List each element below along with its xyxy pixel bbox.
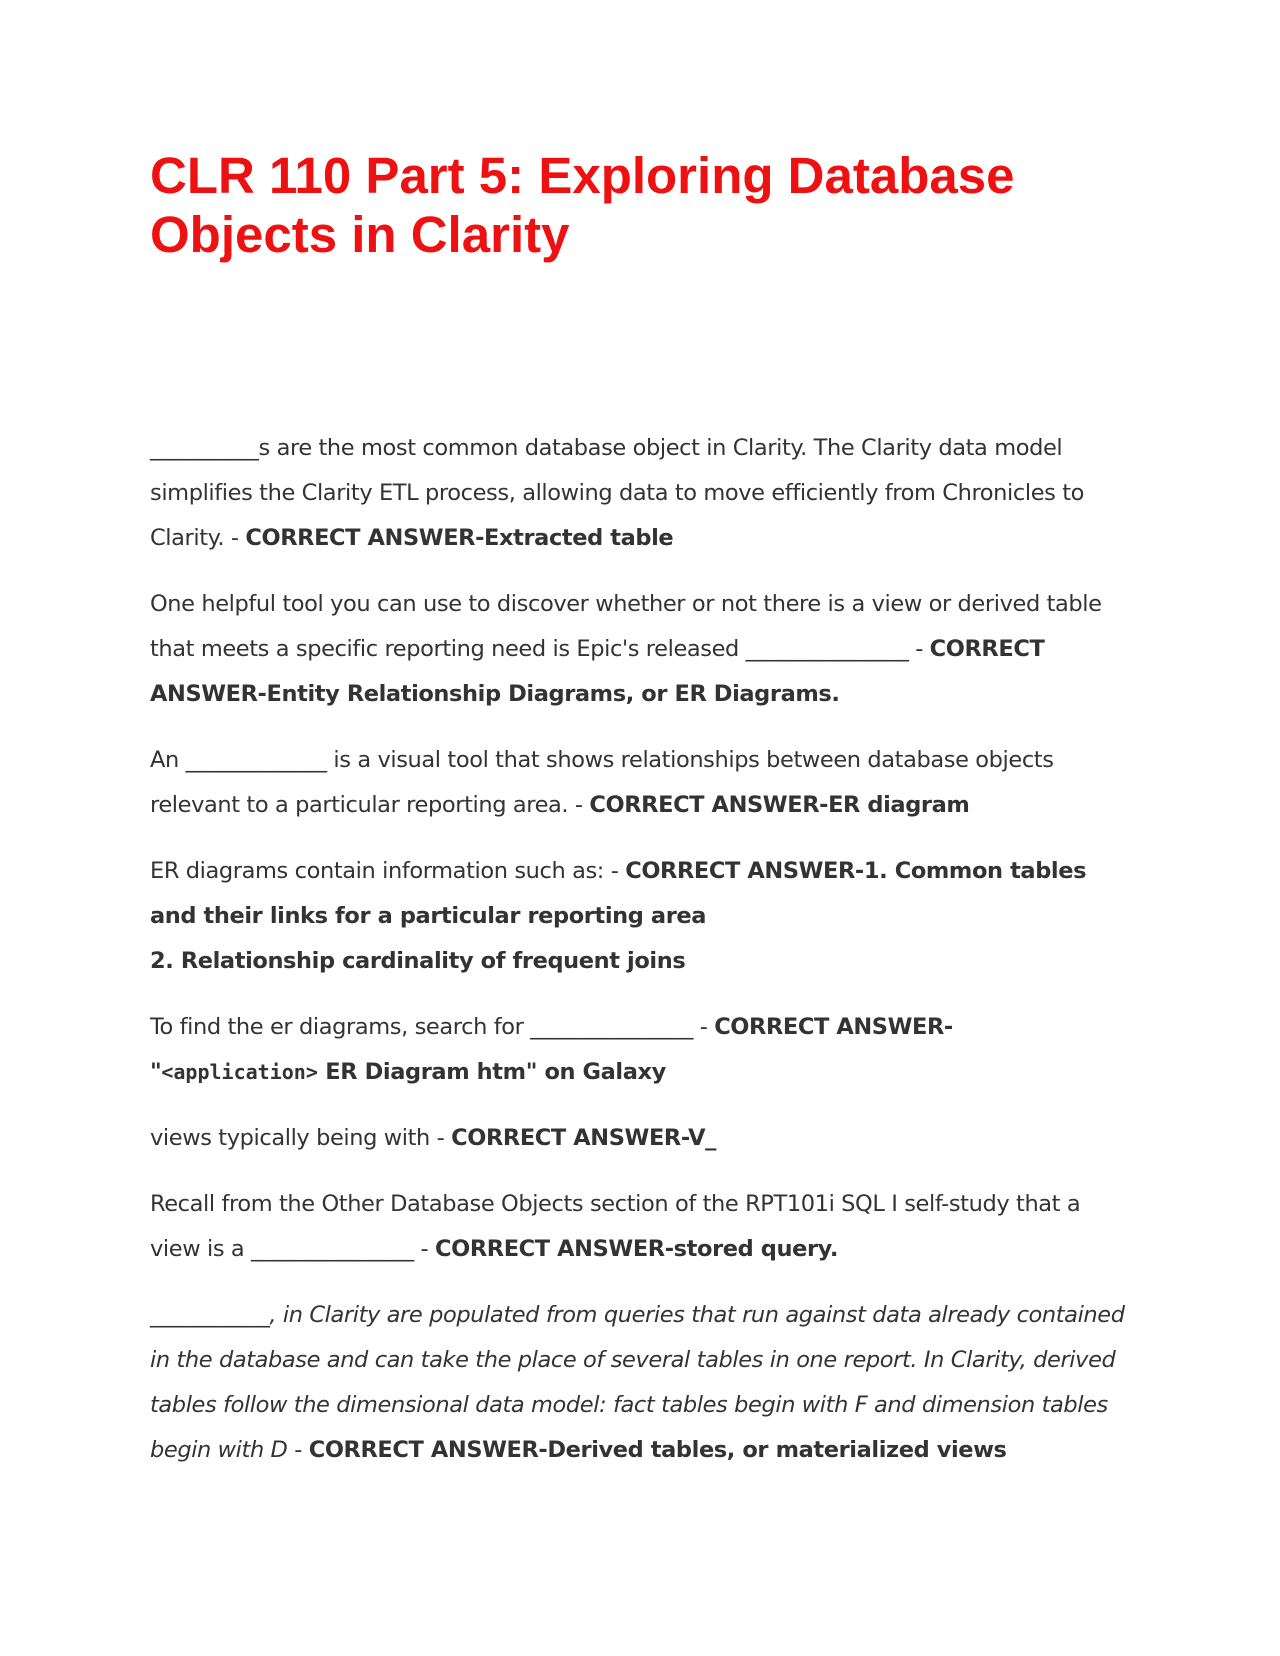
answer-separator: -	[413, 1236, 436, 1262]
answer-value: V_	[688, 1125, 717, 1151]
question-text: ER diagrams contain information such as:	[150, 858, 604, 884]
question-text: __________s are the most common database object in Clarity. The Clarity data model simplifies the Clarity ETL process, allowing data to move efficiently from Chronicles to Clarity.	[150, 435, 1085, 551]
answer-separator: -	[568, 792, 590, 818]
qa-item-7	[150, 1182, 1135, 1272]
qa-item-5	[150, 1005, 1135, 1095]
question-text: An _____________ is a visual tool that shows relationships between database objects relevant to a particular reporting area.	[150, 747, 1054, 818]
answer-text	[435, 1236, 838, 1262]
qa-item-4	[150, 849, 1135, 984]
answer-value: ER Diagram htm" on Galaxy	[317, 1059, 666, 1085]
answer-value-line-2: 2. Relationship cardinality of frequent joins	[150, 948, 686, 974]
answer-code-token: <application>	[161, 1060, 318, 1084]
question-text: To find the er diagrams, search for _______________	[150, 1014, 693, 1040]
answer-prefix: CORRECT ANSWER-	[714, 1014, 953, 1040]
answer-value-line-1: 1. Common tables and their links for a particular reporting area	[150, 858, 1087, 929]
answer-separator: -	[908, 636, 930, 662]
question-text: views typically being with	[150, 1125, 430, 1151]
qa-item-3	[150, 738, 1135, 828]
answer-text	[451, 1125, 716, 1151]
answer-separator: -	[224, 525, 246, 551]
question-text: Recall from the Other Database Objects section of the RPT101i SQL I self-study that a view is a _______________	[150, 1191, 1081, 1262]
answer-open-quote: "	[150, 1059, 162, 1085]
answer-separator: -	[429, 1125, 452, 1151]
answer-text	[309, 1437, 1007, 1463]
answer-text	[589, 792, 969, 818]
qa-item-8	[150, 1293, 1135, 1473]
answer-prefix: CORRECT ANSWER-	[308, 1437, 548, 1463]
answer-prefix: CORRECT ANSWER-	[435, 1236, 674, 1262]
answer-text	[245, 525, 673, 551]
answer-prefix: CORRECT ANSWER-	[245, 525, 485, 551]
question-text: One helpful tool you can use to discover whether or not there is a view or derived table that meets a specific reporting need is Epic's released _______________	[150, 591, 1102, 662]
answer-prefix: CORRECT ANSWER-	[589, 792, 829, 818]
question-text: ___________, in Clarity are populated from queries that run against data already contained in the database and can take the place of several tables in one report. In Clarity, derived tables follow the dimensional data model: fact tables begin with F and dimension tables begin with D	[150, 1302, 1125, 1463]
answer-separator: -	[287, 1437, 309, 1463]
qa-item-1	[150, 426, 1135, 561]
answer-separator: -	[692, 1014, 715, 1040]
answer-value: ER diagram	[828, 792, 970, 818]
qa-list	[150, 426, 1135, 1494]
answer-prefix: CORRECT ANSWER-	[150, 636, 1045, 707]
answer-prefix: CORRECT ANSWER-	[625, 858, 864, 884]
answer-value: Extracted table	[484, 525, 674, 551]
answer-value: stored query.	[673, 1236, 839, 1262]
qa-item-6	[150, 1116, 1135, 1161]
answer-separator: -	[603, 858, 626, 884]
answer-value: Derived tables, or materialized views	[547, 1437, 1007, 1463]
page-title: CLR 110 Part 5: Exploring Database Objects in Clarity	[150, 147, 1015, 263]
answer-value: Entity Relationship Diagrams, or ER Diagrams.	[266, 681, 840, 707]
answer-prefix: CORRECT ANSWER-	[451, 1125, 689, 1151]
qa-item-2	[150, 582, 1135, 717]
